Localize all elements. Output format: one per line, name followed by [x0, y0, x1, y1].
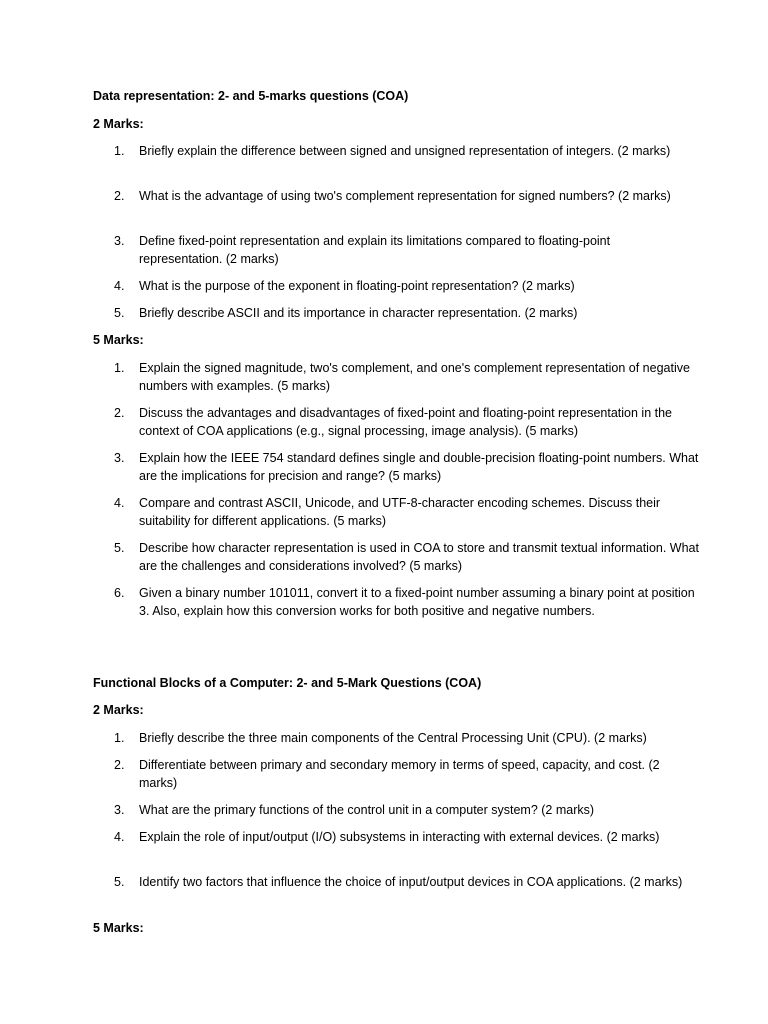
list-item	[114, 757, 664, 792]
marks-heading: 2 Marks:	[93, 117, 144, 131]
item-number: 2.	[114, 758, 125, 772]
item-text: What is the purpose of the exponent in floating-point representation? (2 marks)	[139, 279, 575, 293]
item-text: What are the primary functions of the control unit in a computer system? (2 marks)	[139, 803, 595, 817]
list-item	[114, 233, 674, 268]
list-item	[114, 585, 699, 620]
item-number: 5.	[114, 875, 125, 889]
list-item	[114, 278, 674, 296]
item-text: Explain the signed magnitude, two's complement, and one's complement representation of negative numbers with examples. (5 marks)	[139, 361, 690, 393]
item-number: 3.	[114, 451, 125, 465]
item-text: Briefly describe ASCII and its importance in character representation. (2 marks)	[139, 306, 578, 320]
item-text: Explain how the IEEE 754 standard defines single and double-precision floating-point numbers. What are the implications for precision and range? (5 marks)	[139, 451, 699, 483]
section-title: Data representation: 2- and 5-marks questions (COA)	[93, 89, 409, 103]
item-text: Explain the role of input/output (I/O) subsystems in interacting with external devices. (2 marks)	[139, 830, 660, 844]
item-text: Differentiate between primary and secondary memory in terms of speed, capacity, and cost. (2 marks)	[139, 758, 660, 790]
item-text: Identify two factors that influence the choice of input/output devices in COA applications. (2 marks)	[139, 875, 683, 889]
item-number: 5.	[114, 541, 125, 555]
item-text: Describe how character representation is used in COA to store and transmit textual information. What are the challenges and considerations involved? (5 marks)	[139, 541, 699, 573]
item-text: Discuss the advantages and disadvantages of fixed-point and floating-point representation in the context of COA applications (e.g., signal processing, image analysis). (5 marks)	[139, 406, 672, 438]
item-number: 4.	[114, 830, 125, 844]
item-number: 1.	[114, 361, 125, 375]
item-text: Briefly explain the difference between signed and unsigned representation of integers. (2 marks)	[139, 144, 671, 158]
section-title: Functional Blocks of a Computer: 2- and 5-Mark Questions (COA)	[93, 676, 482, 690]
marks-heading: 2 Marks:	[93, 703, 144, 717]
item-number: 1.	[114, 144, 125, 158]
item-text: Define fixed-point representation and explain its limitations compared to floating-point representation. (2 marks)	[139, 234, 611, 266]
item-number: 2.	[114, 189, 125, 203]
list-item	[114, 874, 699, 892]
list-item	[114, 495, 699, 530]
item-number: 4.	[114, 279, 125, 293]
list-item	[114, 730, 699, 748]
list-item	[114, 143, 674, 161]
item-text: Compare and contrast ASCII, Unicode, and UTF-8-character encoding schemes. Discuss their suitability for different applications. (5 marks)	[139, 496, 661, 528]
item-number: 5.	[114, 306, 125, 320]
item-text: Given a binary number 101011, convert it to a fixed-point number assuming a binary point at position 3. Also, explain how this conversion works for both positive and negative numbers.	[139, 586, 695, 618]
list-item	[114, 188, 674, 206]
item-number: 3.	[114, 234, 125, 248]
list-item	[114, 405, 699, 440]
item-text: What is the advantage of using two's complement representation for signed numbers? (2 marks)	[139, 189, 671, 203]
item-number: 1.	[114, 731, 125, 745]
marks-heading: 5 Marks:	[93, 333, 144, 347]
item-number: 6.	[114, 586, 125, 600]
list-item	[114, 360, 699, 395]
item-number: 4.	[114, 496, 125, 510]
list-item	[114, 829, 674, 847]
list-item	[114, 540, 699, 575]
list-item	[114, 450, 699, 485]
list-item	[114, 305, 674, 323]
marks-heading: 5 Marks:	[93, 921, 144, 935]
item-number: 2.	[114, 406, 125, 420]
item-number: 3.	[114, 803, 125, 817]
item-text: Briefly describe the three main components of the Central Processing Unit (CPU). (2 marks)	[139, 731, 647, 745]
list-item	[114, 802, 699, 820]
